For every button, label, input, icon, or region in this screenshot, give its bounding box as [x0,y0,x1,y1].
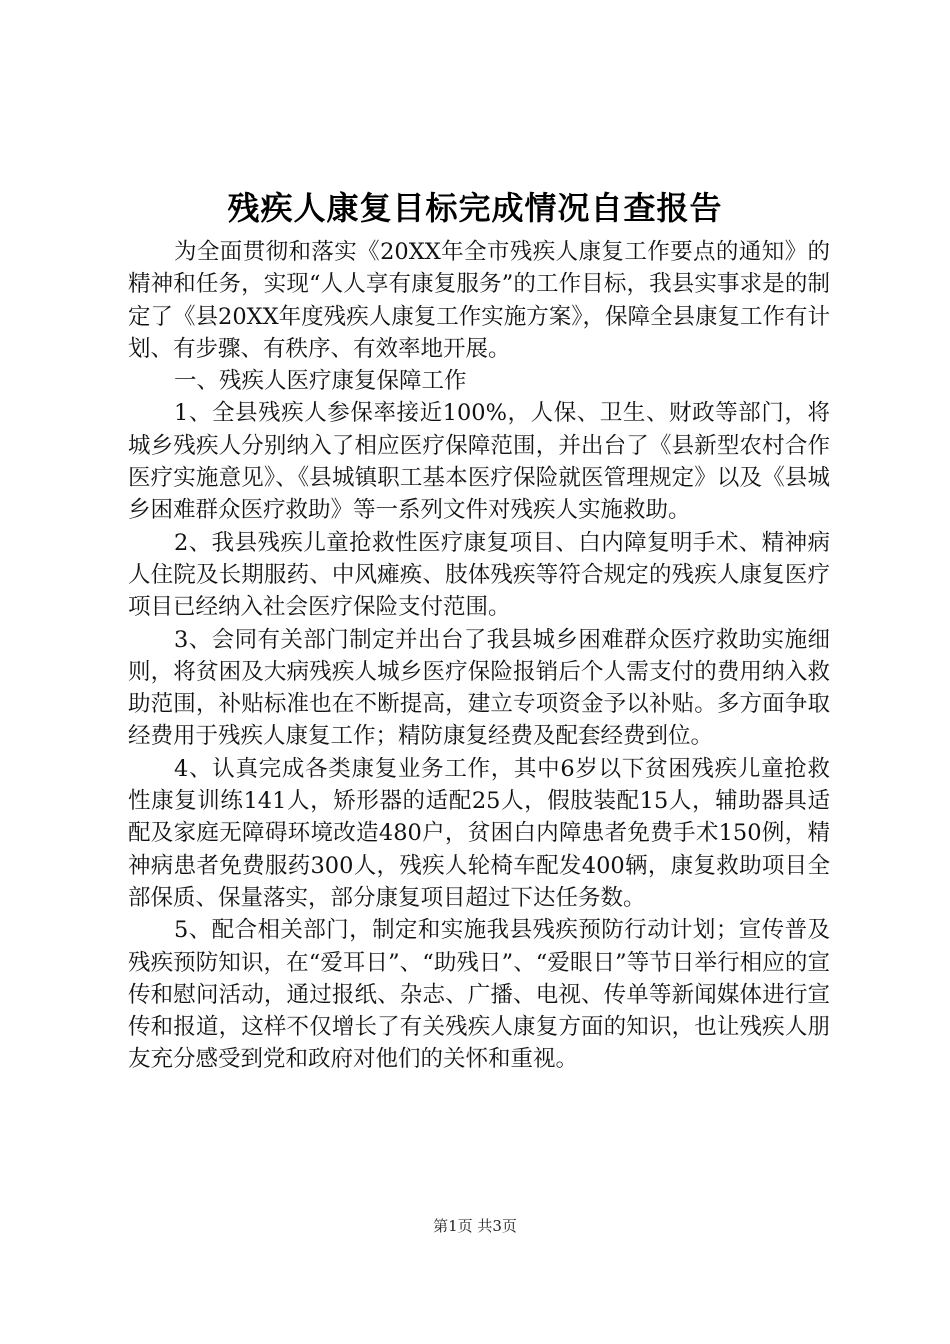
paragraph-item-3: 3、会同有关部门制定并出台了我县城乡困难群众医疗救助实施细则，将贫困及大病残疾人城乡医疗保险报销后个人需支付的费用纳入救助范围，补贴标准也在不断提高，建立专项资金予以补贴。多方面争取经费用于残疾人康复工作；精防康复经费及配套经费到位。 [128,626,830,750]
paragraph-item-5: 5、配合相关部门，制定和实施我县残疾预防行动计划；宣传普及残疾预防知识，在“爱耳日”、“助残日”、“爱眼日”等节日举行相应的宣传和慰问活动，通过报纸、杂志、广播、电视、传单等新闻媒体进行宣传和报道，这样不仅增长了有关残疾人康复方面的知识，也让残疾人朋友充分感受到党和政府对他们的关怀和重视。 [128,917,830,1073]
paragraph-item-1: 1、全县残疾人参保率接近100%，人保、卫生、财政等部门，将城乡残疾人分别纳入了相应医疗保障范围，并出台了《县新型农村合作医疗实施意见》、《县城镇职工基本医疗保险就医管理规定》以及《县城乡困难群众医疗救助》等一系列文件对残疾人实施救助。 [128,400,830,524]
paragraph-item-2: 2、我县残疾儿童抢救性医疗康复项目、白内障复明手术、精神病人住院及长期服药、中风瘫痪、肢体残疾等符合规定的残疾人康复医疗项目已经纳入社会医疗保险支付范围。 [128,529,830,621]
page-footer: 第1页 共3页 [433,1217,517,1235]
paragraph-item-4: 4、认真完成各类康复业务工作，其中6岁以下贫困残疾儿童抢救性康复训练141人，矫形器的适配25人，假肢装配15人，辅助器具适配及家庭无障碍环境改造480户，贫困白内障患者免费手术150例，精神病患者免费服药300人，残疾人轮椅车配发400辆，康复救助项目全部保质、保量落实，部分康复项目超过下达任务数。 [128,755,830,911]
intro-paragraph: 为全面贯彻和落实《20XX年全市残疾人康复工作要点的通知》的精神和任务，实现“人人享有康复服务”的工作目标，我县实事求是的制定了《县20XX年度残疾人康复工作实施方案》，保障全县康复工作有计划、有步骤、有秩序、有效率地开展。 [128,239,830,362]
document-title: 残疾人康复目标完成情况自查报告 [227,189,723,227]
section-heading: 一、残疾人医疗康复保障工作 [174,368,467,395]
document-body [128,236,830,1076]
